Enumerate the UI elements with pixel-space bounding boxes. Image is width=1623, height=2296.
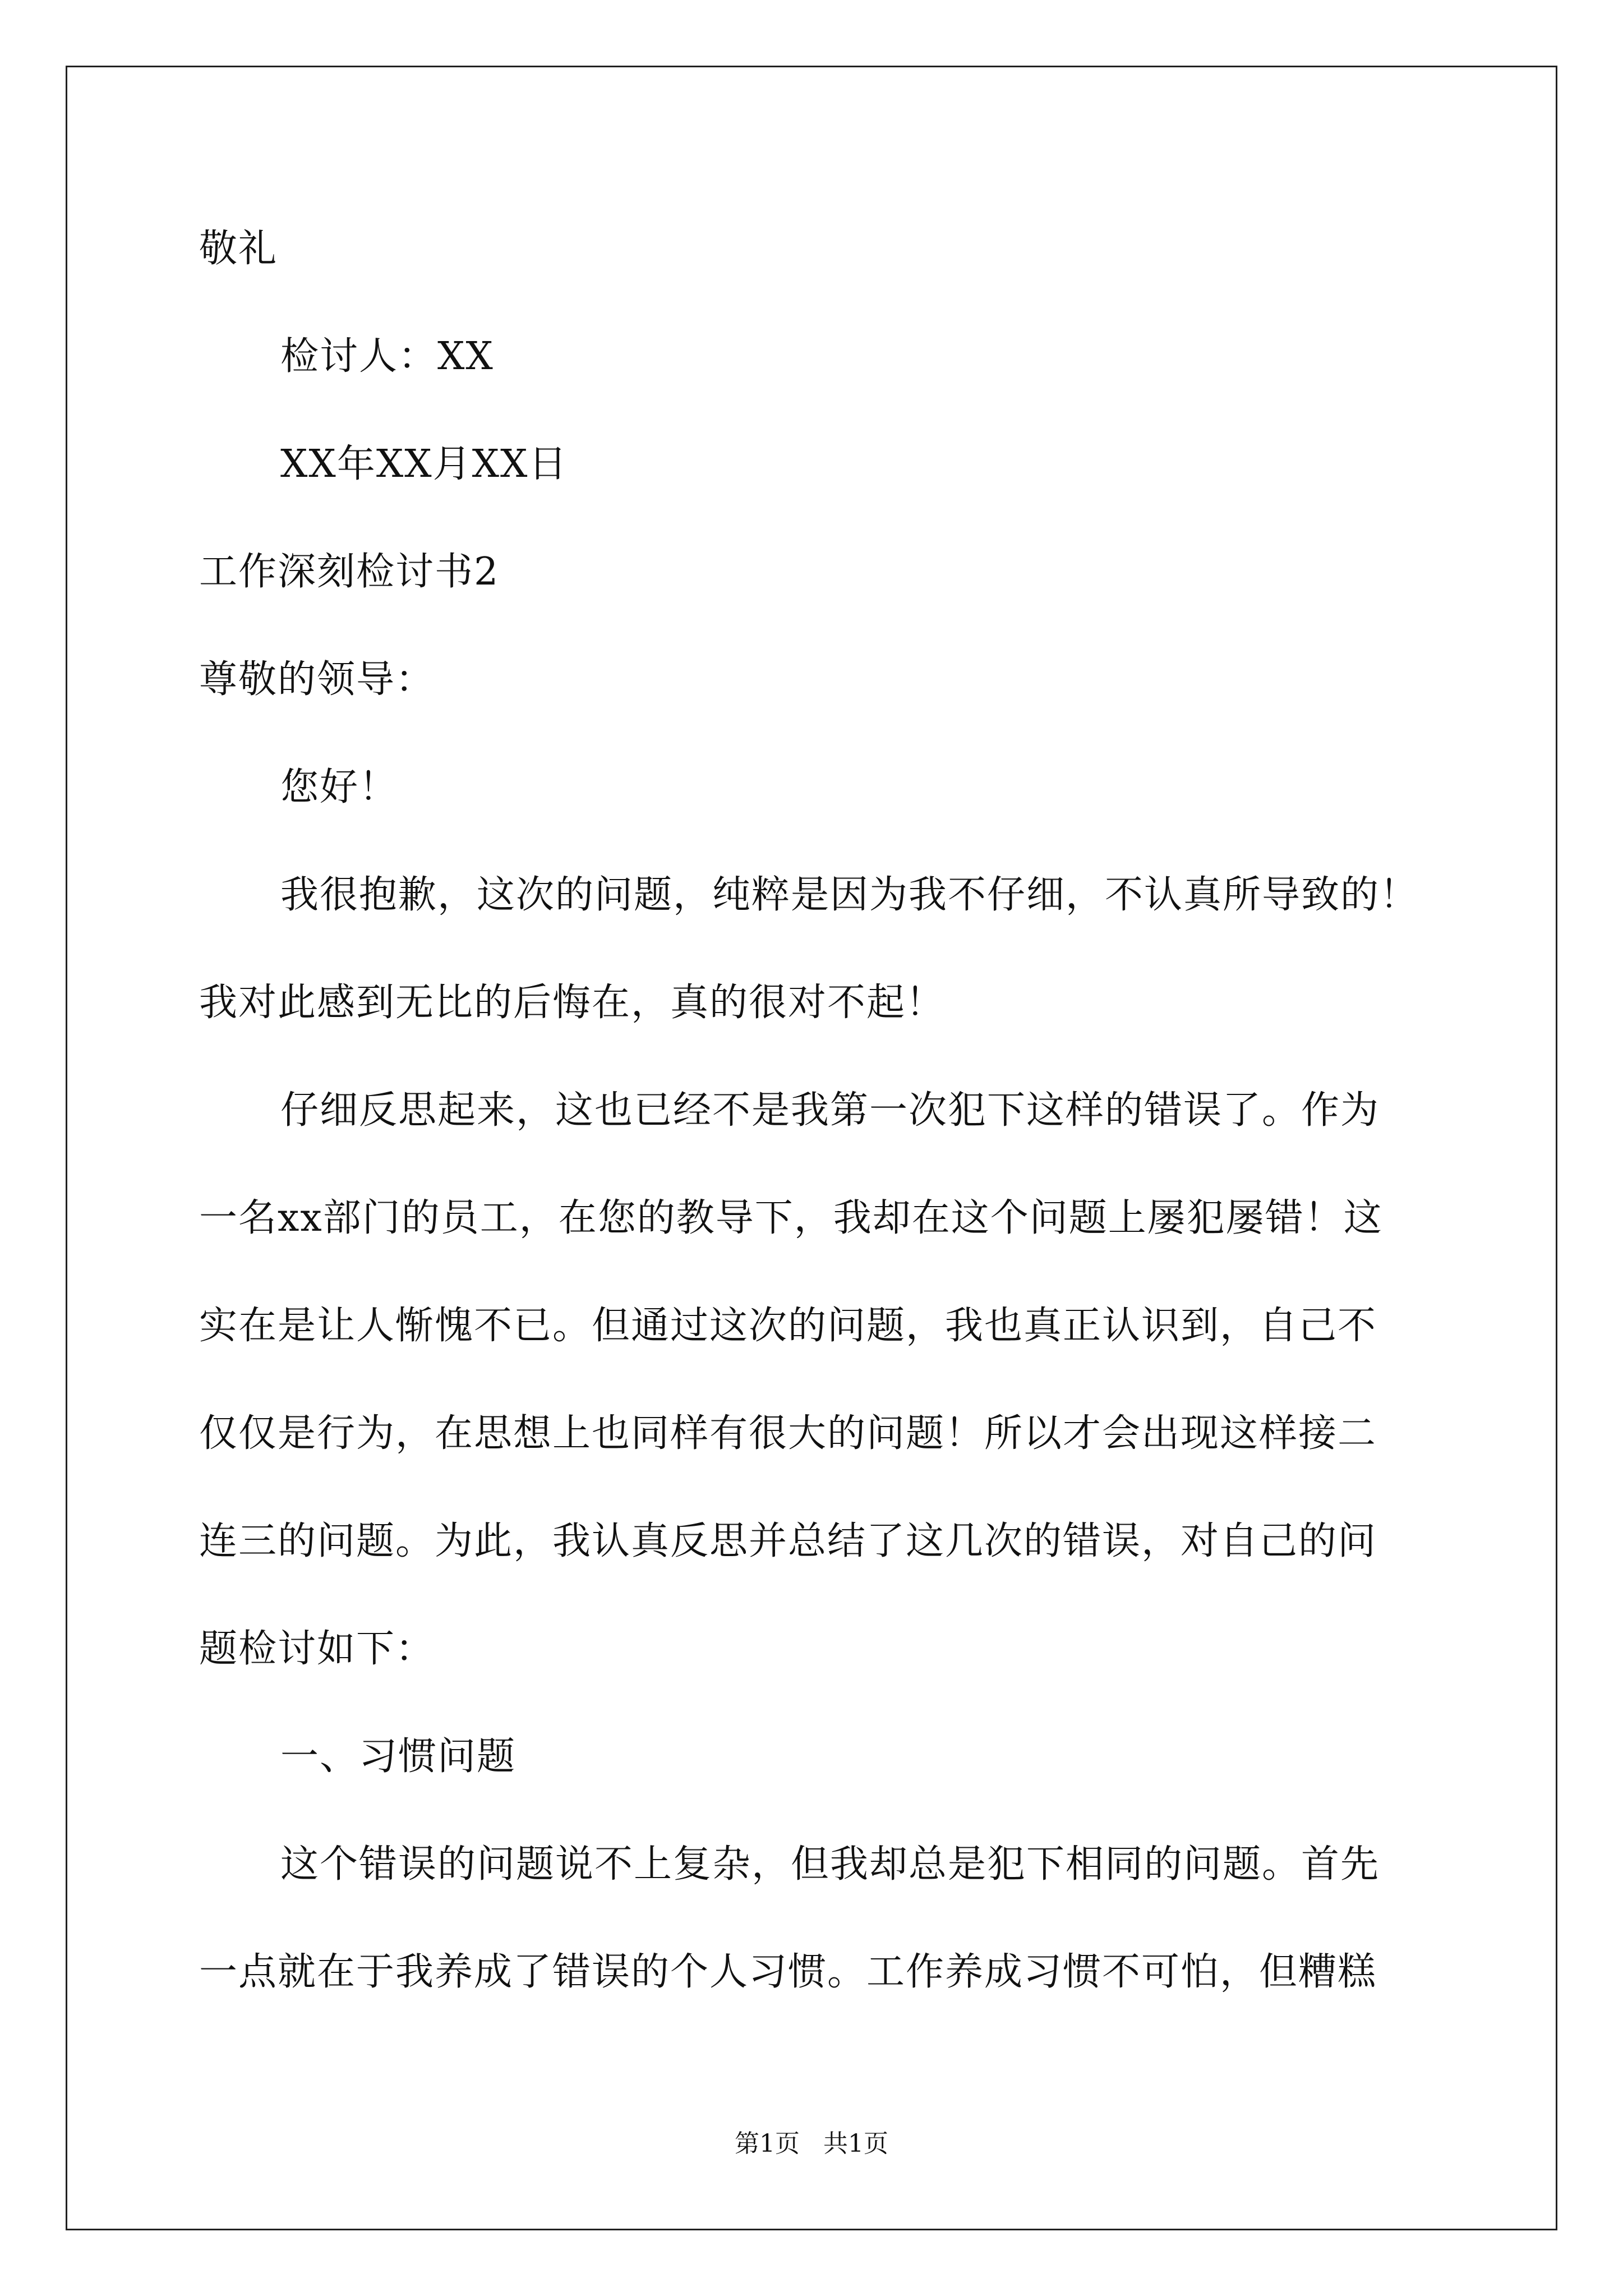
date-line: XX年XX月XX日 — [280, 442, 568, 486]
paragraph-line: 连三的问题。为此，我认真反思并总结了这几次的错误，对自己的问 — [199, 1519, 1377, 1563]
signer-line: 检讨人：XX — [280, 334, 494, 379]
document-title: 工作深刻检讨书2 — [199, 550, 500, 594]
closing-text: 敬礼 — [199, 227, 278, 271]
greeting: 您好！ — [280, 765, 399, 809]
paragraph-line: 这个错误的问题说不上复杂，但我却总是犯下相同的问题。首先 — [280, 1842, 1380, 1887]
paragraph-line: 一点就在于我养成了错误的个人习惯。工作养成习惯不可怕，但糟糕 — [199, 1950, 1377, 1994]
paragraph-line: 题检讨如下： — [199, 1627, 435, 1671]
page-border — [66, 66, 1557, 2230]
salutation: 尊敬的领导： — [199, 657, 435, 702]
paragraph-line: 仔细反思起来，这也已经不是我第一次犯下这样的错误了。作为 — [280, 1088, 1380, 1133]
paragraph-line: 实在是让人惭愧不已。但通过这次的问题，我也真正认识到，自己不 — [199, 1304, 1377, 1348]
paragraph-line: 我对此感到无比的后悔在，真的很对不起！ — [199, 981, 946, 1025]
paragraph-line: 我很抱歉，这次的问题，纯粹是因为我不仔细，不认真所导致的！ — [280, 873, 1419, 917]
page-footer: 第1页 共1页 — [735, 2129, 888, 2158]
section-heading: 一、习惯问题 — [280, 1734, 517, 1779]
paragraph-line: 一名xx部门的员工，在您的教导下，我却在这个问题上屡犯屡错！这 — [199, 1196, 1383, 1240]
paragraph-line: 仅仅是行为，在思想上也同样有很大的问题！所以才会出现这样接二 — [199, 1411, 1377, 1456]
